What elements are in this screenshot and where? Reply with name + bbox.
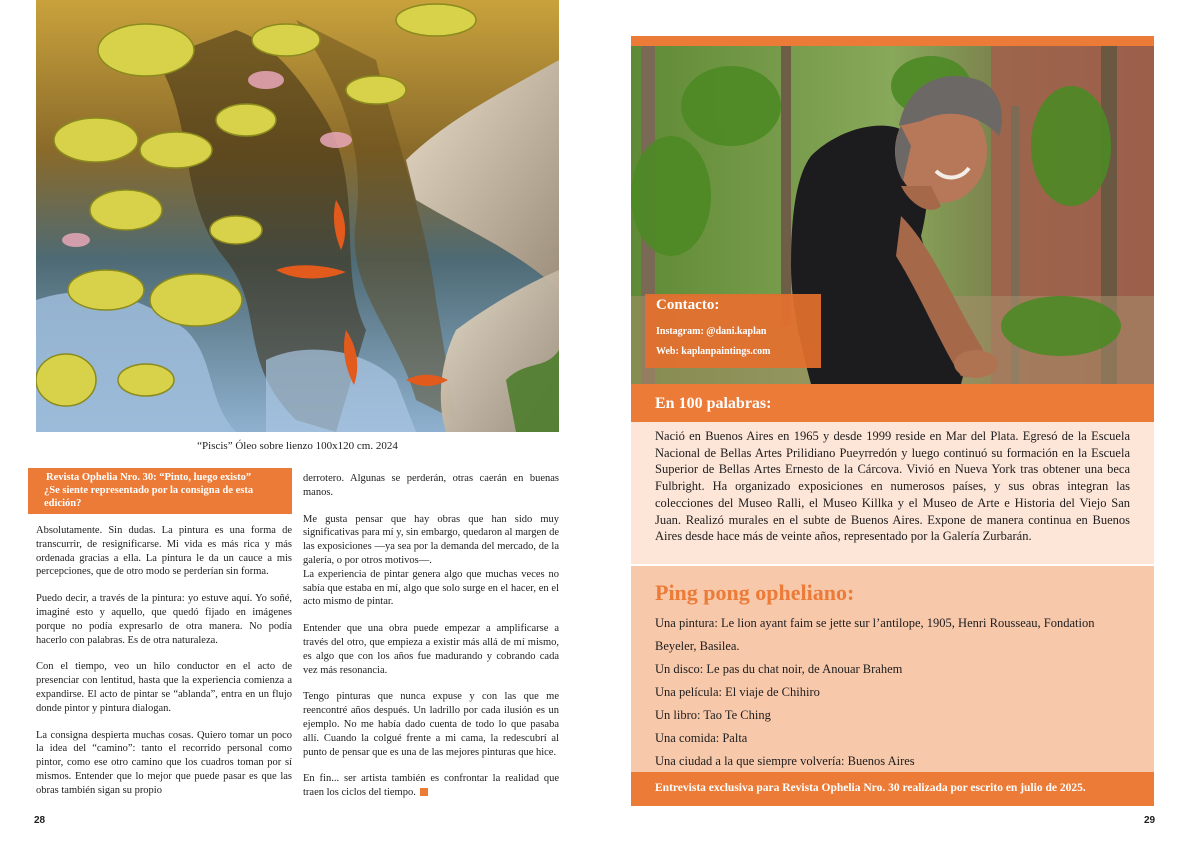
closing-text: En fin... ser artista también es confrontar la realidad que traen los ciclos del tiempo. [303,773,559,799]
paragraph: Me gusta pensar que hay obras que han sido muy significativas para mí y, sin embargo, quedaron al margen de las exposiciones —ya sea por la demanda del mercado, de la galería, o por otros motivos—. [303,513,559,566]
paragraph: La experiencia de pintar genera algo que muchas veces no sabía que estaba en mí, algo que solo surge en el hacer, en el acto mismo de pintar. [303,568,559,608]
ping-pong-item: Una comida: Palta [655,731,748,745]
page-number-left: 28 [34,815,46,826]
page-number-right: 29 [1144,815,1156,826]
contact-title: Contacto: [656,297,720,313]
paragraph: Absolutamente. Sin dudas. La pintura es una forma de transcurrir, de resignificarse. Mi vida es más rica y más ordenada gracias a ella. La pintura le da un cauce a mis percepciones, que de otro modo se perderían sin forma. [36,525,292,578]
ping-pong-item: Una película: El viaje de Chihiro [655,685,820,699]
question-title: Revista Ophelia Nro. 30: “Pinto, luego existo” [46,472,252,483]
ping-pong-item: Una ciudad a la que siempre volvería: Buenos Aires [655,754,915,768]
ping-pong-item: Una pintura: Le lion ayant faim se jette sur l’antilope, 1905, Henri Rousseau, Fondation Beyeler, Basilea. [655,616,1095,653]
biography-text: Nació en Buenos Aires en 1965 y desde 1999 reside en Mar del Plata. Egresó de la Escuela Nacional de Bellas Artes Prilidiano Pueyrredón y luego continuó su formación en la Escuela Superior de Bellas Artes Ernesto de la Cárcova. Vivió en Nueva York tras obtener una beca Fulbright. Ha organizado exposiciones en numerosos países, y sus obras integran las colecciones del Museo Ralli, el Museo Killka y el Museo de Arte e Historia del Viejo San Juan. Realizó murales en el subte de Buenos Aires. Expone de manera continua en Buenos Aires desde hace más de veinte años, representado por la Galería Zurbarán. [631,422,1154,564]
paragraph: La consigna despierta muchas cosas. Quiero tomar un poco la idea del “camino”: tanto el recorrido personal como pintor, como ese otro camino que los cuadros toman por sí mismos. Entender que lo mejor que puede pasar es que las obras también sigan su propio [36,729,292,796]
website-link[interactable]: Web: kaplanpaintings.com [656,346,771,357]
question-text: ¿Se siente representado por la consigna de esta edición? [44,485,254,509]
painting-image [36,0,559,432]
paragraph: Tengo pinturas que nunca expuse y con las que me reencontré años después. Un ladrillo por cada ilusión es un ejemplo. No me había dado cuenta de todo lo que pasaba allí. Cuando la colgué frente a mi cama, la redescubrí al punto de pensar que es una de las mejores pinturas que hice. [303,691,559,758]
question-box [28,468,292,514]
painting-illustration [36,0,559,432]
section-title-100-words: En 100 palabras: [631,384,1154,422]
paragraph: Entender que una obra puede empezar a amplificarse a través del otro, que empieza a existir más allá de mí mismo, es algo que con los años fue madurando y cobrando cada vez más resonancia. [303,623,559,676]
instagram-link[interactable]: Instagram: @dani.kaplan [656,326,767,337]
top-accent-bar [631,36,1154,46]
contact-box [645,294,821,368]
article-column-right [303,472,559,800]
article-column-left [36,524,292,798]
painting-caption: “Piscis” Óleo sobre lienzo 100x120 cm. 2024 [197,440,398,452]
paragraph: derrotero. Algunas se perderán, otras caerán en buenas manos. [303,473,559,498]
paragraph: Con el tiempo, veo un hilo conductor en el acto de presenciar con lentitud, hasta que la experiencia comienza a expandirse. El acto de pintar se “ablanda”, entra en un flujo donde pintor y pintura dialogan. [36,661,292,714]
ping-pong-title: Ping pong opheliano: [655,580,855,605]
end-square-icon [420,788,428,796]
paragraph: Puedo decir, a través de la pintura: yo estuve aquí. Yo soñé, imaginé esto y aquello, que quedó fijado en imágenes porque no podía expresarlo de otra manera. No podía hacerlo con palabras. Es de otra naturaleza. [36,593,292,646]
interview-footer: Entrevista exclusiva para Revista Ophelia Nro. 30 realizada por escrito en julio de 2025. [631,772,1154,806]
ping-pong-item: Un disco: Le pas du chat noir, de Anouar Brahem [655,662,903,676]
closing-paragraph [303,772,559,800]
ping-pong-section [631,566,1154,772]
ping-pong-item: Un libro: Tao Te Ching [655,708,771,722]
